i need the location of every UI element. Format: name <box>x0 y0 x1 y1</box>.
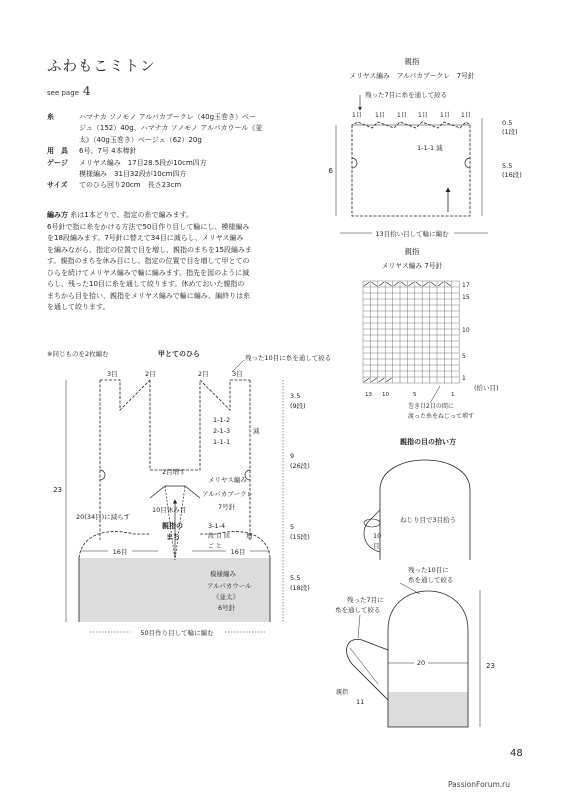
spec-line: 6号、7号 4本棒針 <box>79 147 137 156</box>
finished-thumb-note-1: 残った7目に <box>347 596 384 604</box>
gusset-label: 親指の <box>162 522 183 530</box>
spec-label: ゲージ <box>47 158 68 167</box>
thumb-diagram-subtitle: メリヤス編み アルパカブークレ 7号針 <box>349 72 475 80</box>
main-h4: 5.5 <box>290 574 301 582</box>
main-h4-rows: (18段) <box>290 584 310 592</box>
pickup-diagram <box>364 437 470 560</box>
main-h3: 5 <box>290 523 295 531</box>
pickup-ten-unit: 目 <box>373 542 380 550</box>
finished-length: 23 <box>486 662 495 670</box>
main-diagram <box>47 349 331 637</box>
cast-on-label: 50目作り目して輪に編む <box>140 629 214 637</box>
main-h1-rows: (9段) <box>290 402 306 410</box>
finished-thumb-label: 親指 <box>336 689 349 696</box>
thumb-chart-subtitle: メリヤス編み 7号針 <box>381 262 443 270</box>
watermark: PassionForum.ru <box>448 780 511 789</box>
thumb-h2: 5.5 <box>502 162 513 170</box>
page-number: 48 <box>510 748 523 759</box>
spec-label: 用 具 <box>47 147 68 156</box>
needle-2: 6号針 <box>218 604 236 612</box>
main-gather-note: 残った10目に糸を通して絞る <box>245 354 332 362</box>
chart-note: 巻き目2目の間に <box>408 403 454 410</box>
method-line: 6号針で指に糸をかける方法で50目作り目して輪にし、模様編み <box>47 222 250 231</box>
spec-label: サイズ <box>47 181 68 190</box>
gusset-rule-1: 3-1-4 <box>208 522 226 530</box>
finished-cuff <box>388 692 468 727</box>
row-label: 15 <box>462 294 470 301</box>
width-16-right: 16目 <box>230 548 246 556</box>
dec-word: 減 <box>253 427 260 435</box>
gusset-label-2: まち <box>166 533 180 541</box>
gusset-rule-2: 段 目 回 <box>208 533 230 540</box>
spec-line: ハマナカ ソノモノ アルパカブークレ（40g玉巻き）ベー <box>79 113 257 121</box>
dec-labels <box>352 111 471 119</box>
main-top-note: ※同じものを2枚編む <box>47 350 109 358</box>
dec-label: 1目 <box>375 112 385 119</box>
see-page-number: 4 <box>82 84 91 98</box>
page-title: ふわもこミトン <box>47 59 156 75</box>
chart-grid <box>363 281 459 383</box>
col-label: 13 <box>365 392 372 398</box>
spec-line: 太》（40g玉巻き）ベージュ（62）20g <box>79 135 202 144</box>
col-label: 5 <box>413 392 417 398</box>
finished-thumb-outline <box>347 639 388 700</box>
dec-label: 1目 <box>397 112 407 119</box>
finished-gather-1: 残った10目に <box>408 566 449 574</box>
main-h2-rows: (26段) <box>290 462 310 470</box>
finished-mitten <box>335 565 495 727</box>
thumb-diagram-title: 親指 <box>404 57 420 66</box>
col-label: 1 <box>451 392 455 398</box>
pickup-mark <box>364 378 369 382</box>
thumb-bottom-label: 13目拾い目して輪に編む <box>375 230 449 238</box>
method-line: を編みながら、指定の位置で目を増し、親指のまちを15段編みま <box>47 245 252 254</box>
pickup-title: 親指の目の拾い方 <box>400 438 456 446</box>
width-16-left: 16目 <box>112 548 128 556</box>
pattern-label: 模様編み <box>210 570 236 578</box>
top-right-3: 3目 <box>232 370 243 378</box>
method-line: を18段編みます。7号針に替えて34目に減らし、メリヤス編み <box>47 234 244 242</box>
top-left-2: 2目 <box>145 370 156 378</box>
yarn-2b: 《並太》 <box>213 593 239 601</box>
stitch-name: メリヤス編み <box>208 476 247 484</box>
main-total: 23 <box>53 486 62 494</box>
fingertip-shaping <box>100 380 250 410</box>
yarn-1: アルパカブークレ <box>202 490 254 498</box>
pattern-band <box>79 558 270 622</box>
marker-left <box>352 158 357 168</box>
pickup-mark <box>379 378 384 382</box>
see-page-label: see page <box>47 89 79 97</box>
thumb-height: 6 <box>328 167 333 175</box>
thumb-h2-rows: (16段) <box>502 171 522 179</box>
reduce-note: 20(34目)に減らす <box>76 513 131 521</box>
top-right-2: 2目 <box>198 370 209 378</box>
thumb-chart <box>363 246 499 420</box>
finished-thumb-width: 11 <box>356 698 365 706</box>
row-label: 17 <box>462 282 470 289</box>
thumb-top-note: 残った7目に糸を通して絞る <box>365 91 448 99</box>
spec-line: メリヤス編み 17目28.5段が10cm四方 <box>79 158 207 167</box>
pickup-ten: 10 <box>373 532 382 540</box>
gusset-rule-3: ご と <box>208 543 222 550</box>
thumb-diagram <box>329 56 522 238</box>
main-title: 甲とてのひら <box>158 350 200 358</box>
main-h1: 3.5 <box>290 392 301 400</box>
row-label: 5 <box>462 353 466 360</box>
dec-label: 1目 <box>461 112 471 119</box>
gusset-shape <box>150 486 200 498</box>
pickup-mitten-outline <box>380 460 470 560</box>
main-h3-rows: (15段) <box>290 533 310 541</box>
dec-label: 1目 <box>418 112 428 119</box>
main-h2: 9 <box>290 452 295 460</box>
pickup-twist-note: ねじり目で3目拾う <box>400 516 457 524</box>
thumb-dec-rule: 1-1-1 減 <box>417 144 443 152</box>
pickup-mark <box>371 378 376 382</box>
method-line: 糸は1本どりで、指定の糸で編みます。 <box>70 211 193 219</box>
yarn-2: アルパカウール <box>207 582 252 590</box>
pickup-loop <box>364 519 380 527</box>
pick-label: (拾い目) <box>474 384 499 392</box>
dec-rule-2: 2-1-3 <box>213 427 231 435</box>
pickup-mark <box>386 378 391 382</box>
thumb-h1: 0.5 <box>502 119 513 127</box>
top-left-3: 3目 <box>107 370 118 378</box>
inc-2: 2目増す <box>162 468 186 476</box>
method-line: まちから目を拾い、親指をメリヤス編みで輪に編み、編終りは糸 <box>47 291 251 300</box>
spec-line: てのひら回り20cm 長さ23cm <box>79 181 182 190</box>
dec-rule-1: 1-1-2 <box>213 416 231 424</box>
spec-label: 糸 <box>47 113 54 121</box>
spec-line: ジュ（152）40g、ハマナカ ソノモノ アルパカウール《並 <box>79 124 263 133</box>
thumb-h1-rows: (1段) <box>502 128 518 136</box>
spec-line: 模様編み 31目32段が10cm四方 <box>79 170 187 179</box>
finished-gather-2: 糸を通して絞る <box>408 576 454 584</box>
method-line: す。親指のまちを休み目にし、指定の位置で目を増して甲とての <box>47 257 250 265</box>
rest-10: 10目休み目 <box>152 506 187 514</box>
finished-thumb-note-2: 糸を通して絞る <box>335 606 381 614</box>
col-label: 10 <box>382 392 389 398</box>
gusset-rule-4: 増 <box>246 532 253 540</box>
dec-rule-3: 1-1-1 <box>213 438 231 446</box>
method-line: ひらを続けてメリヤス編みで輪に編みます。指先を図のように減 <box>47 268 250 277</box>
method-label: 編み方 <box>47 211 68 219</box>
marker-right <box>465 158 470 168</box>
dec-label: 1目 <box>440 112 450 119</box>
thumb-chart-title: 親指 <box>404 247 420 256</box>
finished-width: 20 <box>416 659 426 667</box>
method-line: を通して絞ります。 <box>47 303 110 311</box>
chart-note: 渡った糸をねじって増す <box>408 413 475 420</box>
dec-label: 1目 <box>352 112 362 119</box>
row-label: 1 <box>462 375 466 382</box>
thumb-outline <box>352 122 470 216</box>
needle-1: 7号針 <box>218 503 236 511</box>
row-label: 10 <box>462 327 470 334</box>
leader-line <box>430 386 440 403</box>
method-line: らし、残った10目に糸を通して絞ります。休めておいた親指の <box>47 280 245 288</box>
